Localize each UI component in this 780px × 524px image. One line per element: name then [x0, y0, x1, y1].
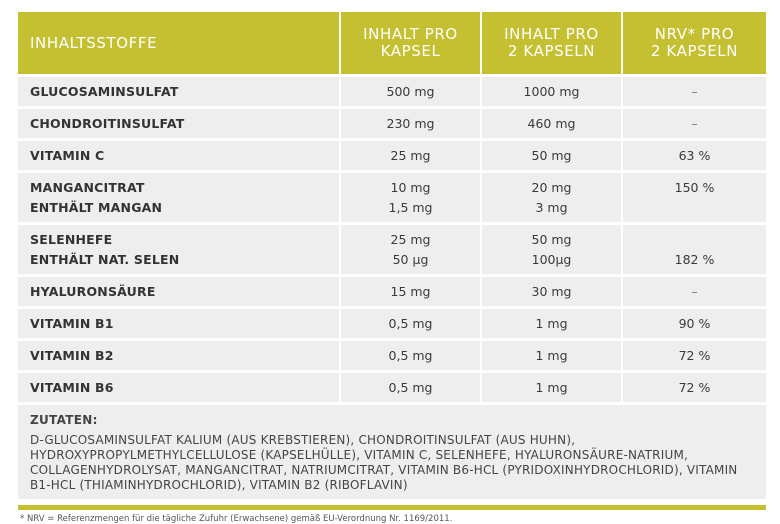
- nrv-value-line: –: [691, 116, 698, 131]
- header-ingredients: INHALTSSTOFFE: [18, 12, 340, 76]
- amount-per-capsule-line: 50 µg: [392, 252, 429, 267]
- amount-per-capsule-line: 1,5 mg: [388, 200, 433, 215]
- nrv-footnote: * NRV = Referenzmengen für die tägliche Zufuhr (Erwachsene) gemäß EU-Verordnung Nr. 1169/2011.: [20, 514, 453, 524]
- nrv-value-line: 72 %: [678, 380, 711, 395]
- table-row: [18, 308, 766, 340]
- amount-per-two-capsules-line: 30 mg: [531, 284, 572, 299]
- ingredient-name-line: VITAMIN C: [30, 148, 105, 163]
- nrv-value: [622, 372, 766, 403]
- ingredients-table: [18, 12, 766, 402]
- table-row: [18, 372, 766, 403]
- nrv-value-line: [623, 230, 766, 250]
- ingredient-name: [18, 340, 340, 372]
- amount-per-two-capsules: [481, 372, 622, 403]
- amount-per-capsule: [340, 140, 481, 172]
- header-per-capsule-line: INHALT PRO: [363, 25, 458, 43]
- nrv-value-line: 90 %: [678, 316, 711, 331]
- amount-per-two-capsules: [481, 140, 622, 172]
- nrv-value-line: –: [691, 84, 698, 99]
- ingredient-name-line: ENTHÄLT MANGAN: [30, 200, 163, 215]
- table-row: [18, 172, 766, 224]
- amount-per-two-capsules-line: 3 mg: [535, 200, 568, 215]
- amount-per-capsule-line: 0,5 mg: [388, 380, 433, 395]
- header-per-two-capsules: [481, 12, 622, 76]
- ingredient-name: [18, 224, 340, 276]
- amount-per-two-capsules-line: 50 mg: [531, 232, 572, 247]
- amount-per-capsule: [340, 108, 481, 140]
- header-per-two-capsules-line: 2 KAPSELN: [507, 42, 596, 60]
- amount-per-capsule: [340, 76, 481, 108]
- ingredients-list-title: ZUTATEN:: [30, 413, 98, 427]
- nrv-value: [622, 172, 766, 224]
- nrv-value-line: 63 %: [678, 148, 711, 163]
- amount-per-capsule: [340, 308, 481, 340]
- amount-per-capsule: [340, 172, 481, 224]
- header-per-two-capsules-line: INHALT PRO: [504, 25, 599, 43]
- amount-per-capsule-line: 230 mg: [386, 116, 435, 131]
- amount-per-two-capsules: [481, 108, 622, 140]
- amount-per-two-capsules-line: 50 mg: [531, 148, 572, 163]
- amount-per-capsule-line: 25 mg: [390, 148, 431, 163]
- nrv-value: [622, 76, 766, 108]
- amount-per-two-capsules: [481, 276, 622, 308]
- ingredient-name-line: VITAMIN B6: [30, 380, 114, 395]
- ingredients-list-text: D-GLUCOSAMINSULFAT KALIUM (AUS KREBSTIEREN), CHONDROITINSULFAT (AUS HUHN), HYDROXYPROPYLMETHYLCELLULOSE (KAPSELHÜLLE), VITAMIN C, SELENHEFE, HYALURONSÄURE-NATRIUM, COLLAGENHYDROLYSAT, MANGANCITRAT, NATRIUMCITRAT, VITAMIN B6-HCL (PYRIDOXINHYDROCHLORID), VITAMIN B1-HCL (THIAMINHYDROCHLORID), VITAMIN B2 (RIBOFLAVIN): [30, 433, 738, 492]
- table-row: [18, 224, 766, 276]
- ingredient-name: [18, 276, 340, 308]
- ingredients-list: [18, 405, 766, 499]
- header-nrv-line: 2 KAPSELN: [650, 42, 739, 60]
- nrv-value-line: [623, 198, 766, 218]
- ingredient-name: [18, 76, 340, 108]
- nrv-value: [622, 108, 766, 140]
- header-nrv: [622, 12, 766, 76]
- ingredient-name: [18, 140, 340, 172]
- amount-per-two-capsules-line: 1 mg: [535, 380, 568, 395]
- amount-per-capsule: [340, 340, 481, 372]
- ingredient-name: [18, 172, 340, 224]
- table-header-row: [18, 12, 766, 76]
- table-row: [18, 340, 766, 372]
- ingredient-name: [18, 372, 340, 403]
- accent-divider: [18, 505, 766, 510]
- amount-per-capsule-line: 15 mg: [390, 284, 431, 299]
- nrv-value: [622, 224, 766, 276]
- amount-per-capsule-line: 0,5 mg: [388, 348, 433, 363]
- table-row: [18, 276, 766, 308]
- amount-per-two-capsules: [481, 76, 622, 108]
- table-row: [18, 76, 766, 108]
- amount-per-capsule: [340, 276, 481, 308]
- ingredient-name: [18, 308, 340, 340]
- amount-per-two-capsules-line: 1 mg: [535, 316, 568, 331]
- header-per-capsule: [340, 12, 481, 76]
- ingredient-name-line: VITAMIN B1: [30, 316, 114, 331]
- amount-per-two-capsules: [481, 308, 622, 340]
- amount-per-two-capsules: [481, 224, 622, 276]
- amount-per-capsule-line: 25 mg: [390, 232, 431, 247]
- table-row: [18, 140, 766, 172]
- amount-per-two-capsules-line: 1 mg: [535, 348, 568, 363]
- ingredient-name-line: VITAMIN B2: [30, 348, 114, 363]
- nrv-value-line: 150 %: [674, 180, 715, 195]
- amount-per-two-capsules: [481, 172, 622, 224]
- amount-per-capsule-line: 10 mg: [390, 180, 431, 195]
- ingredient-name-line: HYALURONSÄURE: [30, 284, 156, 299]
- nutrition-panel: [18, 12, 766, 524]
- header-nrv-line: NRV* PRO: [654, 25, 735, 43]
- ingredient-name-line: ENTHÄLT NAT. SELEN: [30, 252, 180, 267]
- nrv-value: [622, 308, 766, 340]
- table-row: [18, 108, 766, 140]
- ingredient-name-line: SELENHEFE: [30, 232, 113, 247]
- ingredient-name: [18, 108, 340, 140]
- amount-per-two-capsules: [481, 340, 622, 372]
- nrv-value-line: –: [691, 284, 698, 299]
- nrv-value-line: 182 %: [674, 252, 715, 267]
- amount-per-two-capsules-line: 1000 mg: [523, 84, 580, 99]
- amount-per-two-capsules-line: 100µg: [531, 252, 572, 267]
- ingredient-name-line: CHONDROITINSULFAT: [30, 116, 185, 131]
- header-per-capsule-line: KAPSEL: [380, 42, 441, 60]
- nrv-value: [622, 140, 766, 172]
- amount-per-two-capsules-line: 20 mg: [531, 180, 572, 195]
- nrv-value: [622, 340, 766, 372]
- nrv-value-line: 72 %: [678, 348, 711, 363]
- amount-per-capsule-line: 500 mg: [386, 84, 435, 99]
- nrv-value: [622, 276, 766, 308]
- ingredient-name-line: MANGANCITRAT: [30, 180, 145, 195]
- amount-per-capsule: [340, 224, 481, 276]
- amount-per-capsule-line: 0,5 mg: [388, 316, 433, 331]
- amount-per-capsule: [340, 372, 481, 403]
- ingredient-name-line: GLUCOSAMINSULFAT: [30, 84, 179, 99]
- amount-per-two-capsules-line: 460 mg: [527, 116, 576, 131]
